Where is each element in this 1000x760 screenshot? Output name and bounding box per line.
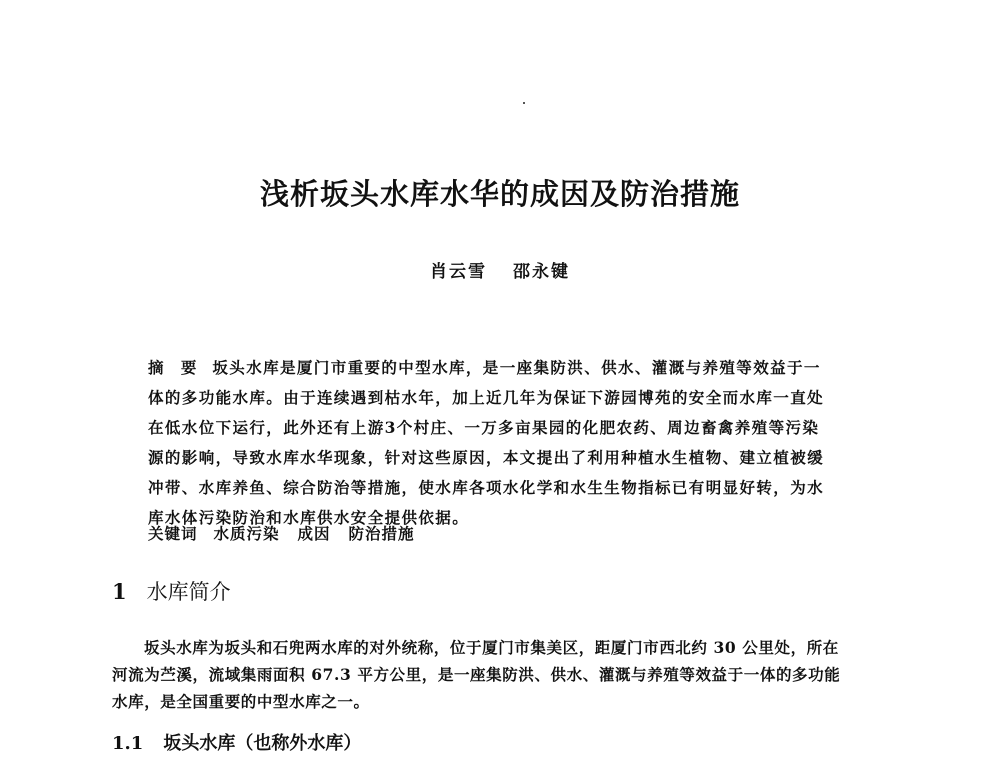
paper-title: 浅析坂头水库水华的成因及防治措施: [259, 177, 740, 211]
abstract-line: 库水体污染防治和水库供水安全提供依据。: [148, 508, 470, 527]
keyword: 成因: [297, 524, 331, 543]
scan-speck: [523, 102, 525, 104]
paragraph-line: 河流为苎溪，流域集雨面积 67.3 平方公里，是一座集防洪、供水、灌溉与养殖等效益于一体的多功能: [112, 665, 841, 684]
section-paragraph: [112, 634, 902, 715]
subsection-number: 1.1: [112, 733, 144, 754]
author-list: [0, 257, 1000, 282]
author-name: 邵永键: [513, 262, 570, 282]
author-name: 肖云雪: [430, 262, 487, 282]
keywords-line: [148, 522, 433, 544]
section-heading: [112, 576, 231, 606]
subsection-heading: [112, 729, 361, 755]
keywords-label: 关键词: [148, 525, 198, 543]
section-number: 1: [112, 579, 127, 604]
keyword: 水质污染: [213, 524, 280, 543]
abstract-line: 体的多功能水库。由于连续遇到枯水年，加上近几年为保证下游园博苑的安全而水库一直处: [148, 388, 825, 407]
abstract-line: 冲带、水库养鱼、综合防治等措施，使水库各项水化学和水生生物指标已有明显好转，为水: [148, 478, 825, 497]
abstract-label: 摘 要: [148, 359, 203, 377]
keyword: 防治措施: [348, 524, 415, 543]
abstract-block: [148, 353, 868, 533]
paragraph-line: 水库，是全国重要的中型水库之一。: [112, 692, 370, 711]
abstract-line: 在低水位下运行，此外还有上游3个村庄、一万多亩果园的化肥农药、周边畜禽养殖等污染: [148, 418, 820, 437]
abstract-line: 摘 要 坂头水库是厦门市重要的中型水库，是一座集防洪、供水、灌溉与养殖等效益于一: [148, 358, 821, 377]
section-title: 水库简介: [146, 580, 231, 604]
abstract-line: 源的影响，导致水库水华现象，针对这些原因，本文提出了利用种植水生植物、建立植被缓: [148, 448, 825, 467]
subsection-title: 坂头水库（也称外水库）: [163, 733, 362, 754]
paragraph-line: 坂头水库为坂头和石兜两水库的对外统称，位于厦门市集美区，距厦门市西北约 30 公里处，所在: [144, 638, 839, 657]
